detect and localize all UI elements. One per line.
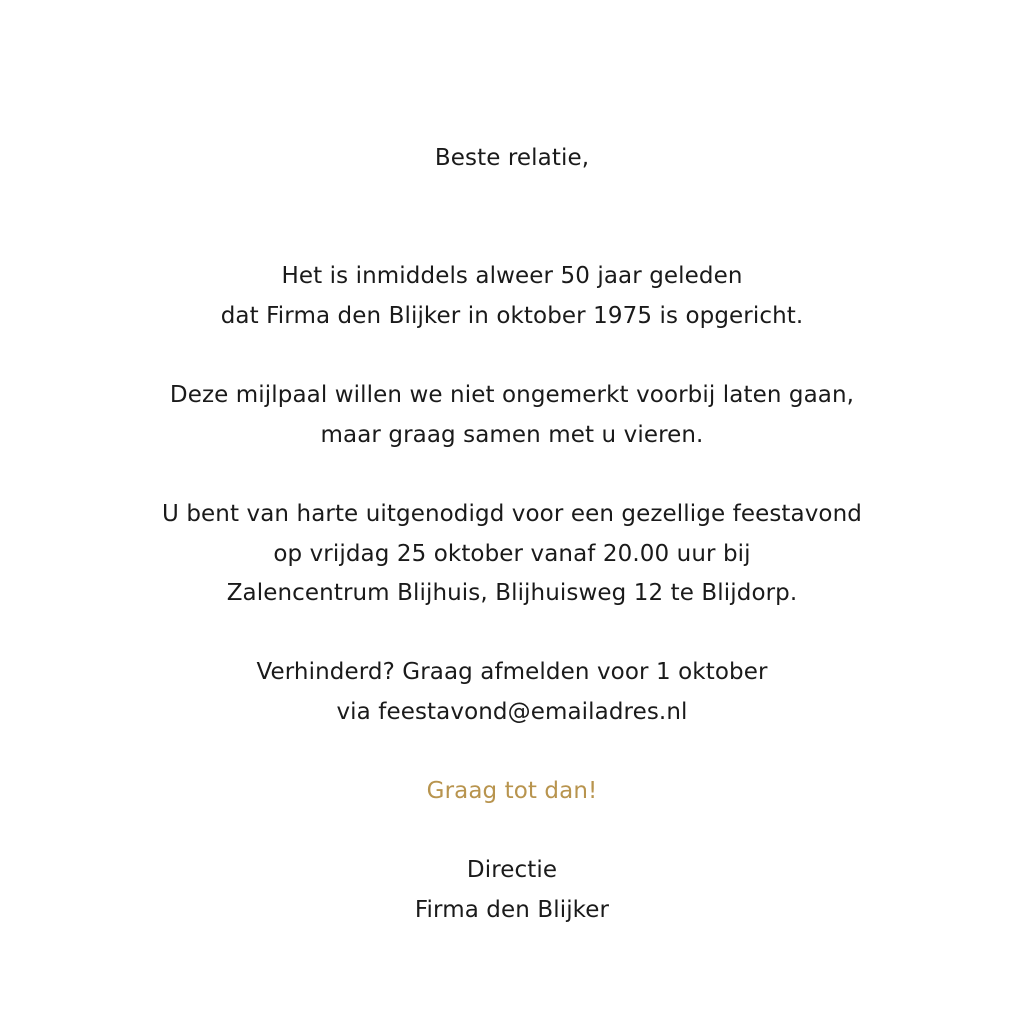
closing-line: Graag tot dan! [426,778,598,804]
signature-title: Directie [466,857,558,883]
signature-company: Firma den Blijker [414,897,610,923]
paragraph-rsvp-line-2: via feestavond@emailadres.nl [336,699,688,725]
paragraph-founding-line-2: dat Firma den Blijker in oktober 1975 is opgericht. [220,303,804,329]
paragraph-milestone-line-1: Deze mijlpaal willen we niet ongemerkt voorbij laten gaan, [169,382,855,408]
paragraph-rsvp-line-1: Verhinderd? Graag afmelden voor 1 oktober [256,659,768,685]
paragraph-invitation-line-1: U bent van harte uitgenodigd voor een gezellige feestavond [162,501,862,527]
paragraph-milestone-line-2: maar graag samen met u vieren. [320,422,704,448]
paragraph-founding-line-1: Het is inmiddels alweer 50 jaar geleden [281,263,743,289]
greeting: Beste relatie, [434,145,590,171]
paragraph-invitation-line-3: Zalencentrum Blijhuis, Blijhuisweg 12 te Blijdorp. [226,580,798,606]
paragraph-invitation-line-2: op vrijdag 25 oktober vanaf 20.00 uur bij [273,541,751,567]
